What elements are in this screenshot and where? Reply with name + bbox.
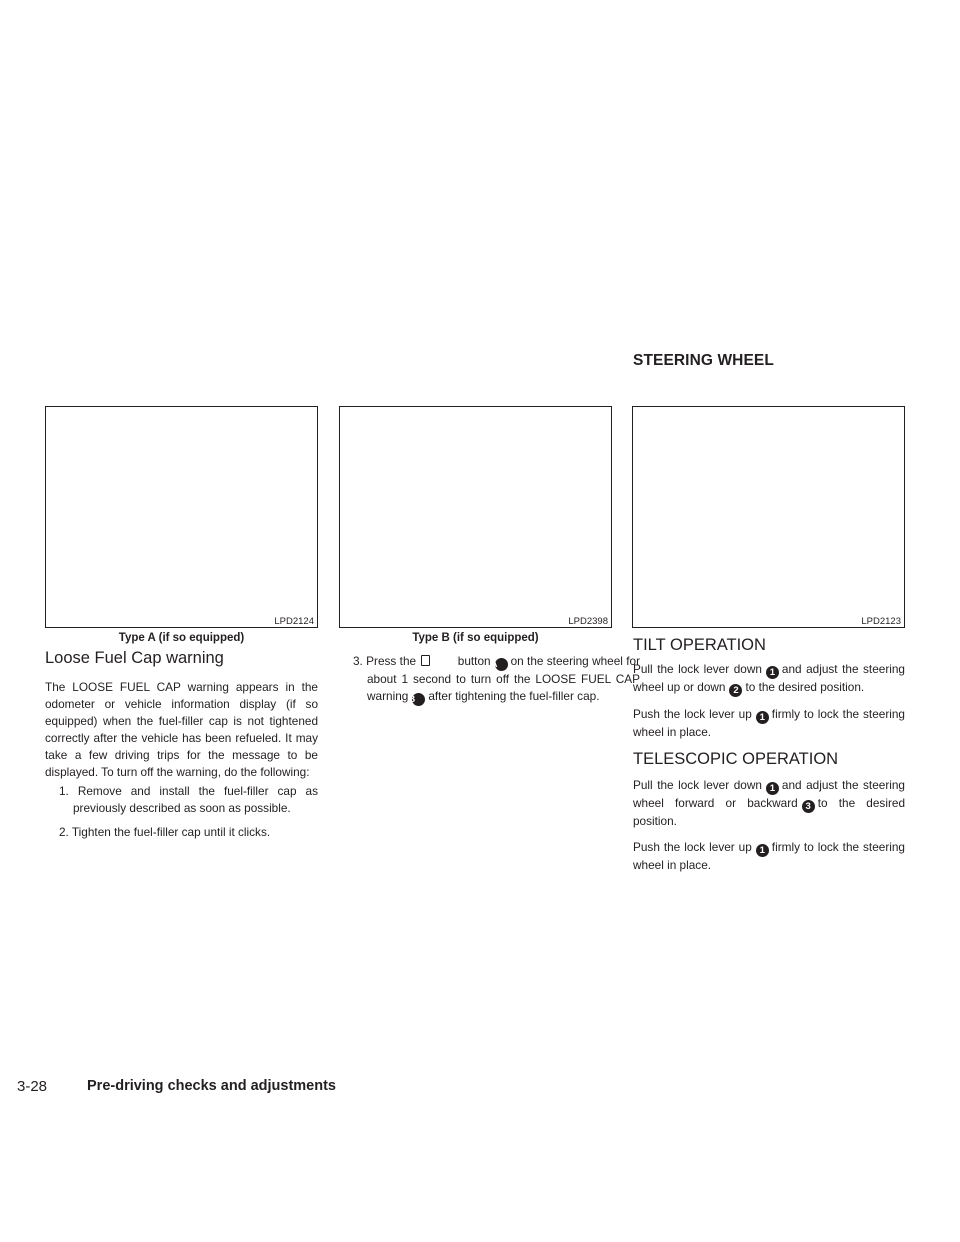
figure-code-b: LPD2398 — [568, 616, 608, 627]
steering-section — [633, 636, 905, 874]
tilt-p2-text-a: Push the lock lever up — [633, 707, 752, 721]
tilt-p1-text-c: to the desired position. — [745, 680, 865, 694]
section-title: STEERING WHEEL — [633, 352, 774, 369]
tele-p2-text-b: firmly to lock the steering wheel in place. — [633, 840, 905, 872]
telescopic-paragraph-2 — [633, 839, 905, 874]
tilt-p1-text-a: Pull the lock lever down — [633, 662, 762, 676]
figure-caption-a: Type A (if so equipped) — [118, 632, 245, 644]
step3-text-d: after tightening the fuel-filler cap. — [428, 689, 600, 703]
marker-1: 1 — [756, 711, 769, 724]
marker-b: B — [412, 693, 425, 706]
marker-3: 3 — [802, 800, 815, 813]
telescopic-heading: TELESCOPIC OPERATION — [633, 750, 839, 768]
figure-caption-b: Type B (if so equipped) — [412, 632, 539, 644]
step3-text-a: 3. Press the — [353, 654, 417, 668]
list-item-step-3 — [339, 653, 640, 706]
marker-2: 2 — [729, 684, 742, 697]
info-button-icon — [421, 655, 430, 666]
step3-text-c: on the steering wheel for about 1 second to turn off the LOOSE FUEL CAP warning — [367, 654, 641, 703]
marker-1: 1 — [766, 666, 779, 679]
figure-steering-wheel — [632, 406, 905, 628]
loose-fuel-section — [45, 649, 318, 841]
step3-text-b: button — [457, 654, 491, 668]
tilt-p2-text-b: firmly to lock the steering wheel in place. — [633, 707, 905, 739]
figure-type-a — [45, 406, 318, 628]
telescopic-paragraph-1 — [633, 777, 905, 830]
figure-type-b — [339, 406, 612, 628]
tele-p2-text-a: Push the lock lever up — [633, 840, 752, 854]
tilt-paragraph-2 — [633, 706, 905, 741]
marker-1: 1 — [766, 782, 779, 795]
loose-fuel-intro: The LOOSE FUEL CAP warning appears in the odometer or vehicle information display (if so equipped) when the fuel-filler cap is not tightened correctly after the vehicle has been refueled. It may take a few driving trips for the message to be displayed. To turn off the warning, do the following: — [45, 680, 318, 779]
figure-code-c: LPD2123 — [861, 616, 901, 627]
tilt-paragraph-1 — [633, 661, 905, 697]
page-number: 3-28 — [17, 1078, 48, 1095]
list-item: 1. Remove and install the fuel-filler cap as previously described as soon as possible. — [59, 784, 318, 815]
chapter-title: Pre-driving checks and adjustments — [87, 1078, 336, 1094]
tilt-p1-text-b: and adjust the steering wheel up or down — [633, 662, 905, 694]
tilt-heading: TILT OPERATION — [633, 636, 766, 654]
tele-p1-text-c: to the desired position. — [633, 796, 905, 828]
marker-1: 1 — [756, 844, 769, 857]
list-item: 2. Tighten the fuel-filler cap until it clicks. — [59, 825, 271, 839]
loose-fuel-heading: Loose Fuel Cap warning — [45, 649, 224, 667]
tele-p1-text-a: Pull the lock lever down — [633, 778, 762, 792]
figure-code-a: LPD2124 — [274, 616, 314, 627]
marker-a: A — [495, 658, 508, 671]
tele-p1-text-b: and adjust the steering wheel forward or backward — [633, 778, 905, 810]
